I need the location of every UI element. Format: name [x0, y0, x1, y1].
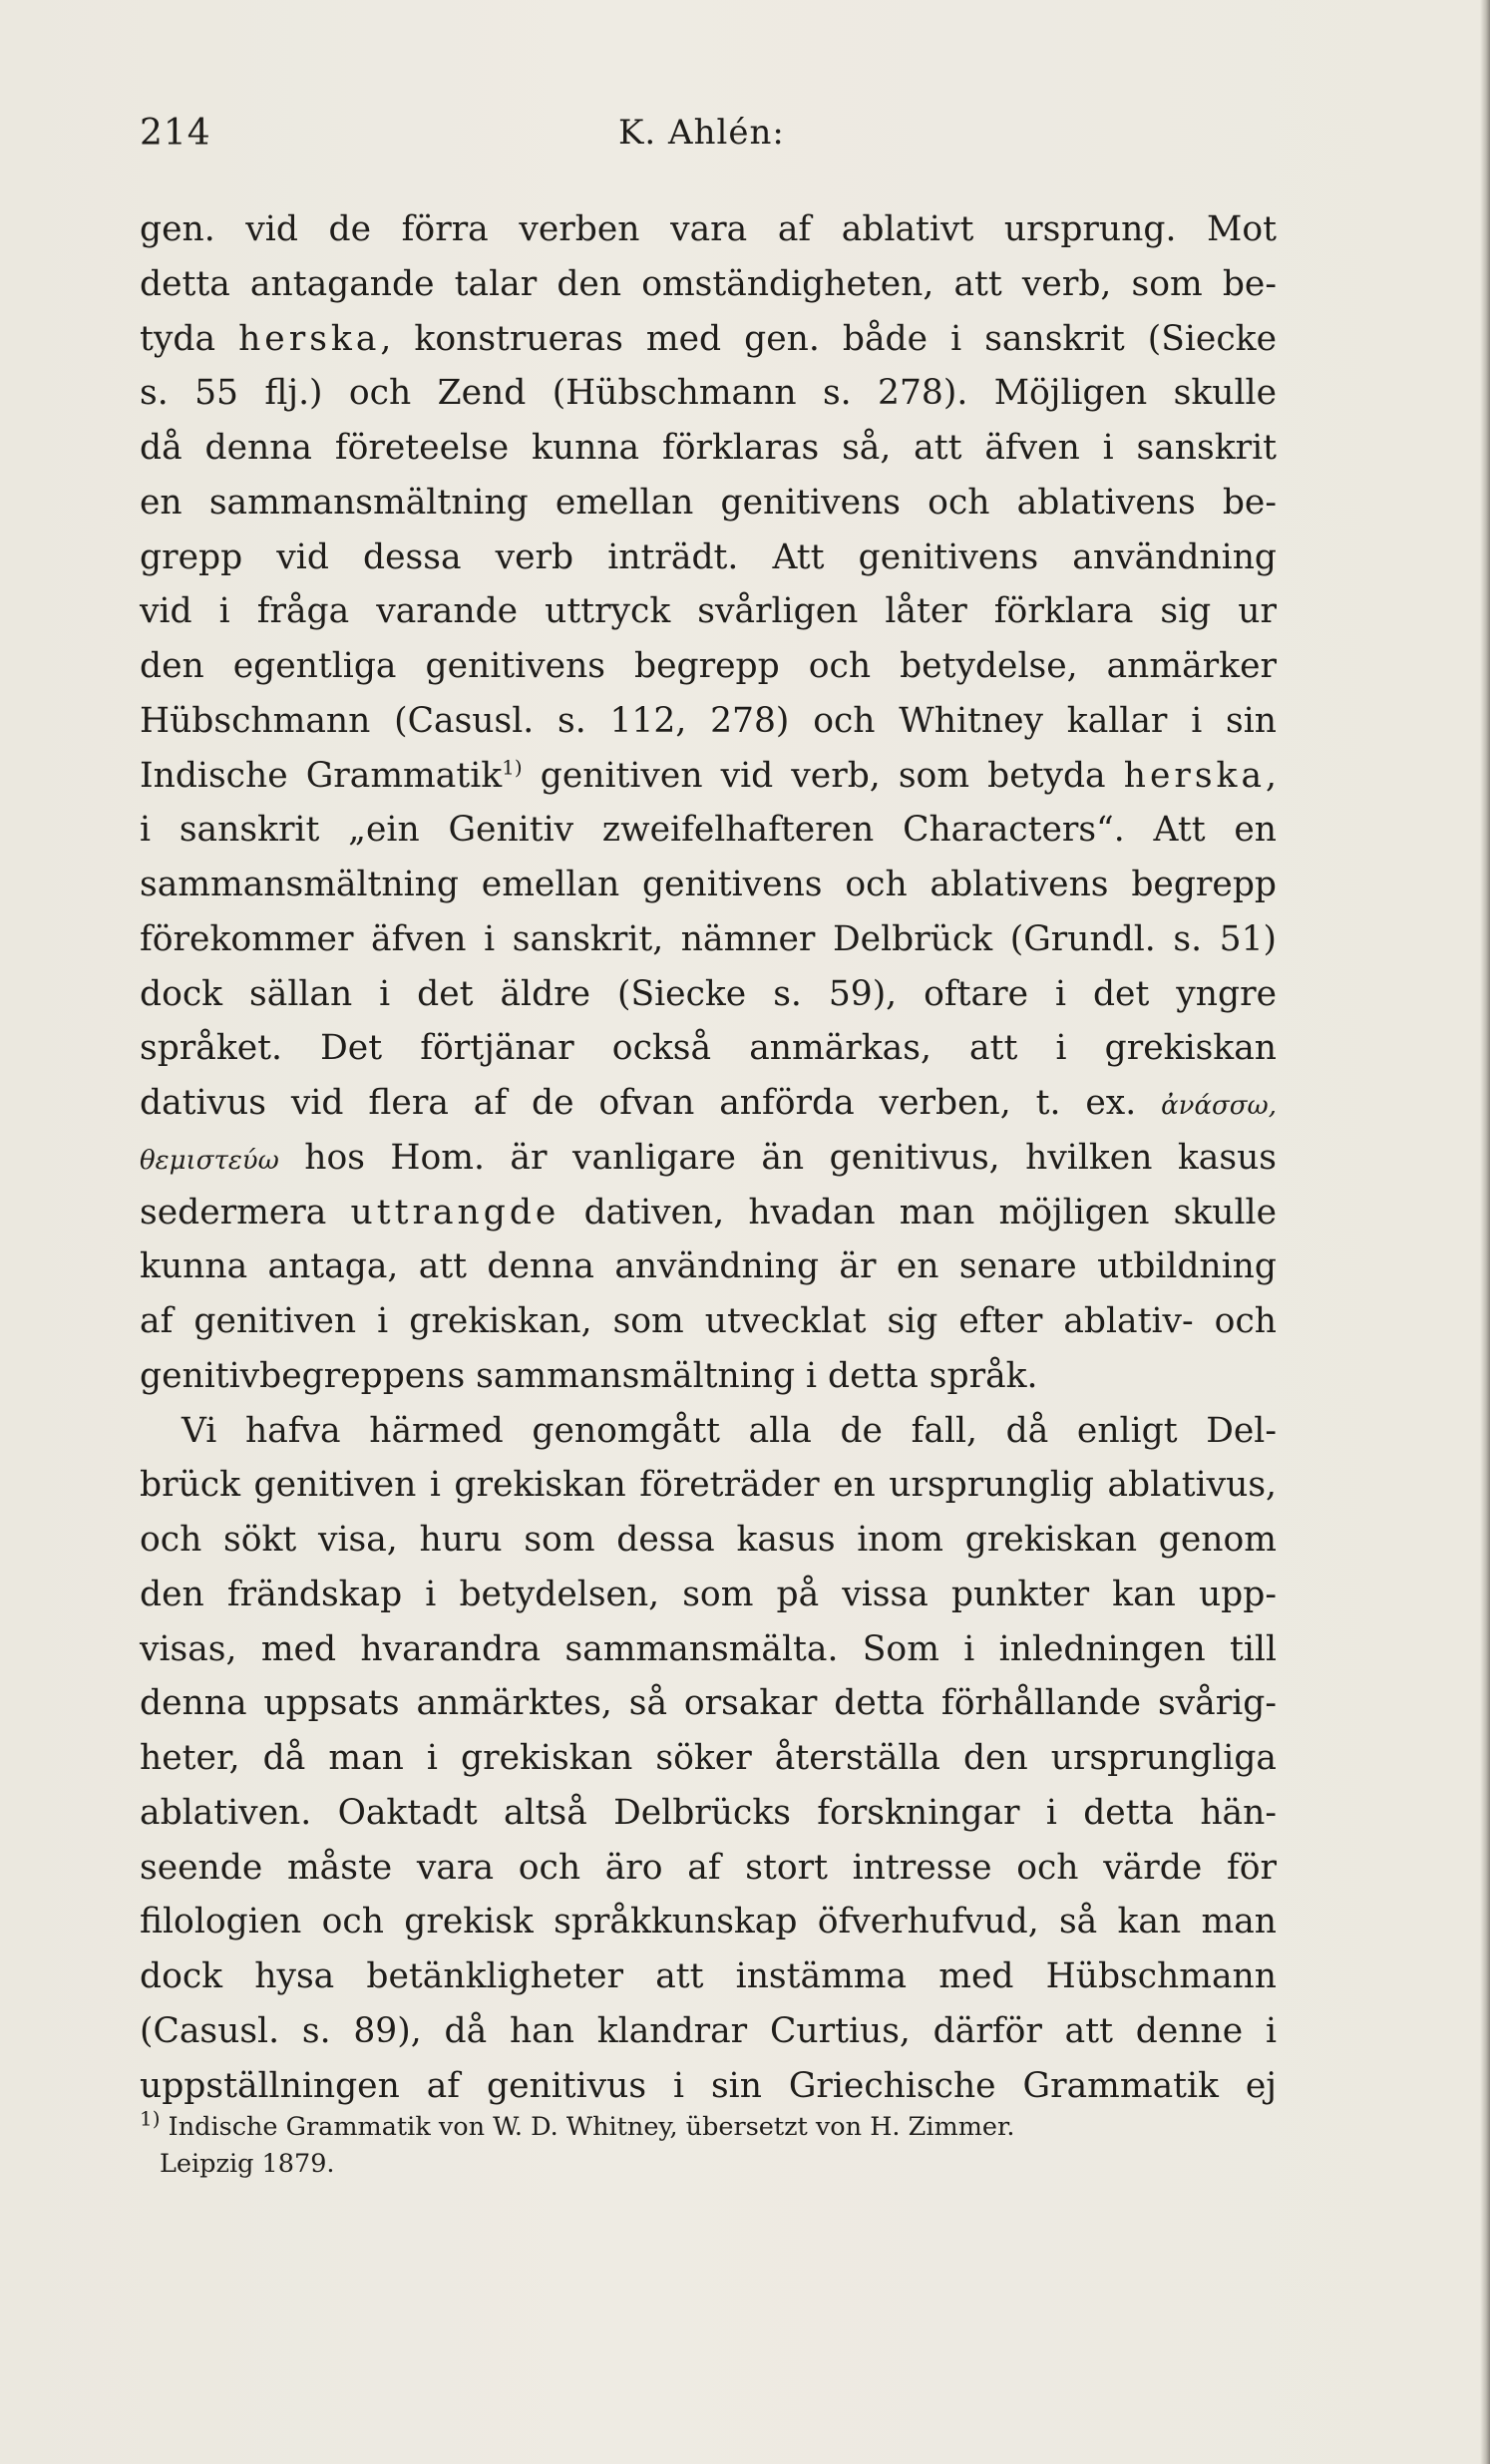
footnote	[140, 2106, 1277, 2183]
text-line: förekommer äfven i sanskrit, nämner Delbrück (Grundl. s. 51)	[140, 918, 1277, 959]
footnote-marker: 1)	[140, 2106, 161, 2131]
greek-word: θεμιστεύω	[140, 1145, 279, 1176]
text-line: θεμιστεύω hos Hom. är vanligare än genitivus, hvilken kasus	[140, 1137, 1277, 1178]
text-line: visas, med hvarandra sammansmälta. Som i inledningen till	[140, 1628, 1277, 1669]
text-line: tyda herska, konstrueras med gen. både i sanskrit (Siecke	[140, 318, 1277, 359]
footnote-line: Leipzig 1879.	[160, 2149, 335, 2179]
text-line: då denna företeelse kunna förklaras så, att äfven i sanskrit	[140, 428, 1277, 468]
page-header	[140, 113, 1287, 163]
text-line: ablativen. Oaktadt altså Delbrücks forskningar i detta hän-	[140, 1792, 1277, 1833]
text-line: dativus vid flera af de ofvan anförda verben, t. ex. ἀνάσσω,	[140, 1083, 1277, 1123]
text-line: grepp vid dessa verb inträdt. Att genitivens användning	[140, 536, 1277, 577]
running-head: K. Ahlén:	[618, 113, 785, 153]
text-line: språket. Det förtjänar också anmärkas, att i grekiskan	[140, 1028, 1277, 1069]
footnote-marker: 1)	[502, 755, 523, 779]
text-line: (Casusl. s. 89), då han klandrar Curtius, därför att denne i	[140, 2010, 1277, 2051]
body-text	[140, 202, 1277, 2113]
text-line: s. 55 flj.) och Zend (Hübschmann s. 278). Möjligen skulle	[140, 373, 1277, 414]
text-line: dock hysa betänkligheter att instämma med Hübschmann	[140, 1956, 1277, 1996]
text-line: kunna antaga, att denna användning är en senare utbildning	[140, 1246, 1277, 1287]
text-line: filologien och grekisk språkkunskap öfverhufvud, så kan man	[140, 1902, 1277, 1942]
text-line: den egentliga genitivens begrepp och betydelse, anmärker	[140, 646, 1277, 686]
text-line: i sanskrit „ein Genitiv zweifelhafteren Characters“. Att en	[140, 810, 1277, 851]
text-line: genitivbegreppens sammansmältning i detta språk.	[140, 1355, 1038, 1396]
text-line: en sammansmältning emellan genitivens och ablativens be-	[140, 482, 1277, 523]
text-line: sedermera uttrangde dativen, hvadan man möjligen skulle	[140, 1192, 1278, 1232]
text-line: uppställningen af genitivus i sin Griechische Grammatik ej	[140, 2065, 1277, 2106]
page-edge-shadow	[1480, 0, 1490, 2464]
emphasized-word: herska	[238, 318, 381, 359]
text-line: Indische Grammatik$^{1)}$ genitiven vid verb, som betyda herska,	[140, 755, 1277, 796]
text-line: den frändskap i betydelsen, som på vissa punkter kan upp-	[140, 1574, 1277, 1614]
page-number: 214	[140, 113, 211, 154]
text-line: heter, då man i grekiskan söker återställa den ursprungliga	[140, 1738, 1277, 1778]
emphasized-word: herska	[1123, 755, 1267, 796]
text-line: vid i fråga varande uttryck svårligen låter förklara sig ur	[140, 591, 1277, 632]
text-line: gen. vid de förra verben vara af ablativt ursprung. Mot	[140, 209, 1277, 249]
emphasized-word: uttrangde	[350, 1192, 560, 1232]
greek-word: ἀνάσσω,	[1161, 1091, 1277, 1121]
footnote-line: $^{1)}$ Indische Grammatik von W. D. Whitney, übersetzt von H. Zimmer.	[140, 2106, 1015, 2142]
text-line: denna uppsats anmärktes, så orsakar detta förhållande svårig-	[140, 1683, 1277, 1724]
text-line: seende måste vara och äro af stort intresse och värde för	[140, 1847, 1277, 1888]
text-line: brück genitiven i grekiskan företräder en ursprunglig ablativus,	[140, 1465, 1277, 1506]
text-line: af genitiven i grekiskan, som utvecklat sig efter ablativ- och	[140, 1301, 1277, 1341]
text-line: Hübschmann (Casusl. s. 112, 278) och Whitney kallar i sin	[140, 700, 1277, 741]
text-line: dock sällan i det äldre (Siecke s. 59), oftare i det yngre	[140, 973, 1277, 1014]
text-line: detta antagande talar den omständigheten, att verb, som be-	[140, 263, 1277, 304]
text-line: Vi hafva härmed genomgått alla de fall, då enligt Del-	[182, 1410, 1277, 1451]
text-line: och sökt visa, huru som dessa kasus inom grekiskan genom	[140, 1520, 1277, 1560]
text-line: sammansmältning emellan genitivens och ablativens begrepp	[140, 865, 1277, 904]
